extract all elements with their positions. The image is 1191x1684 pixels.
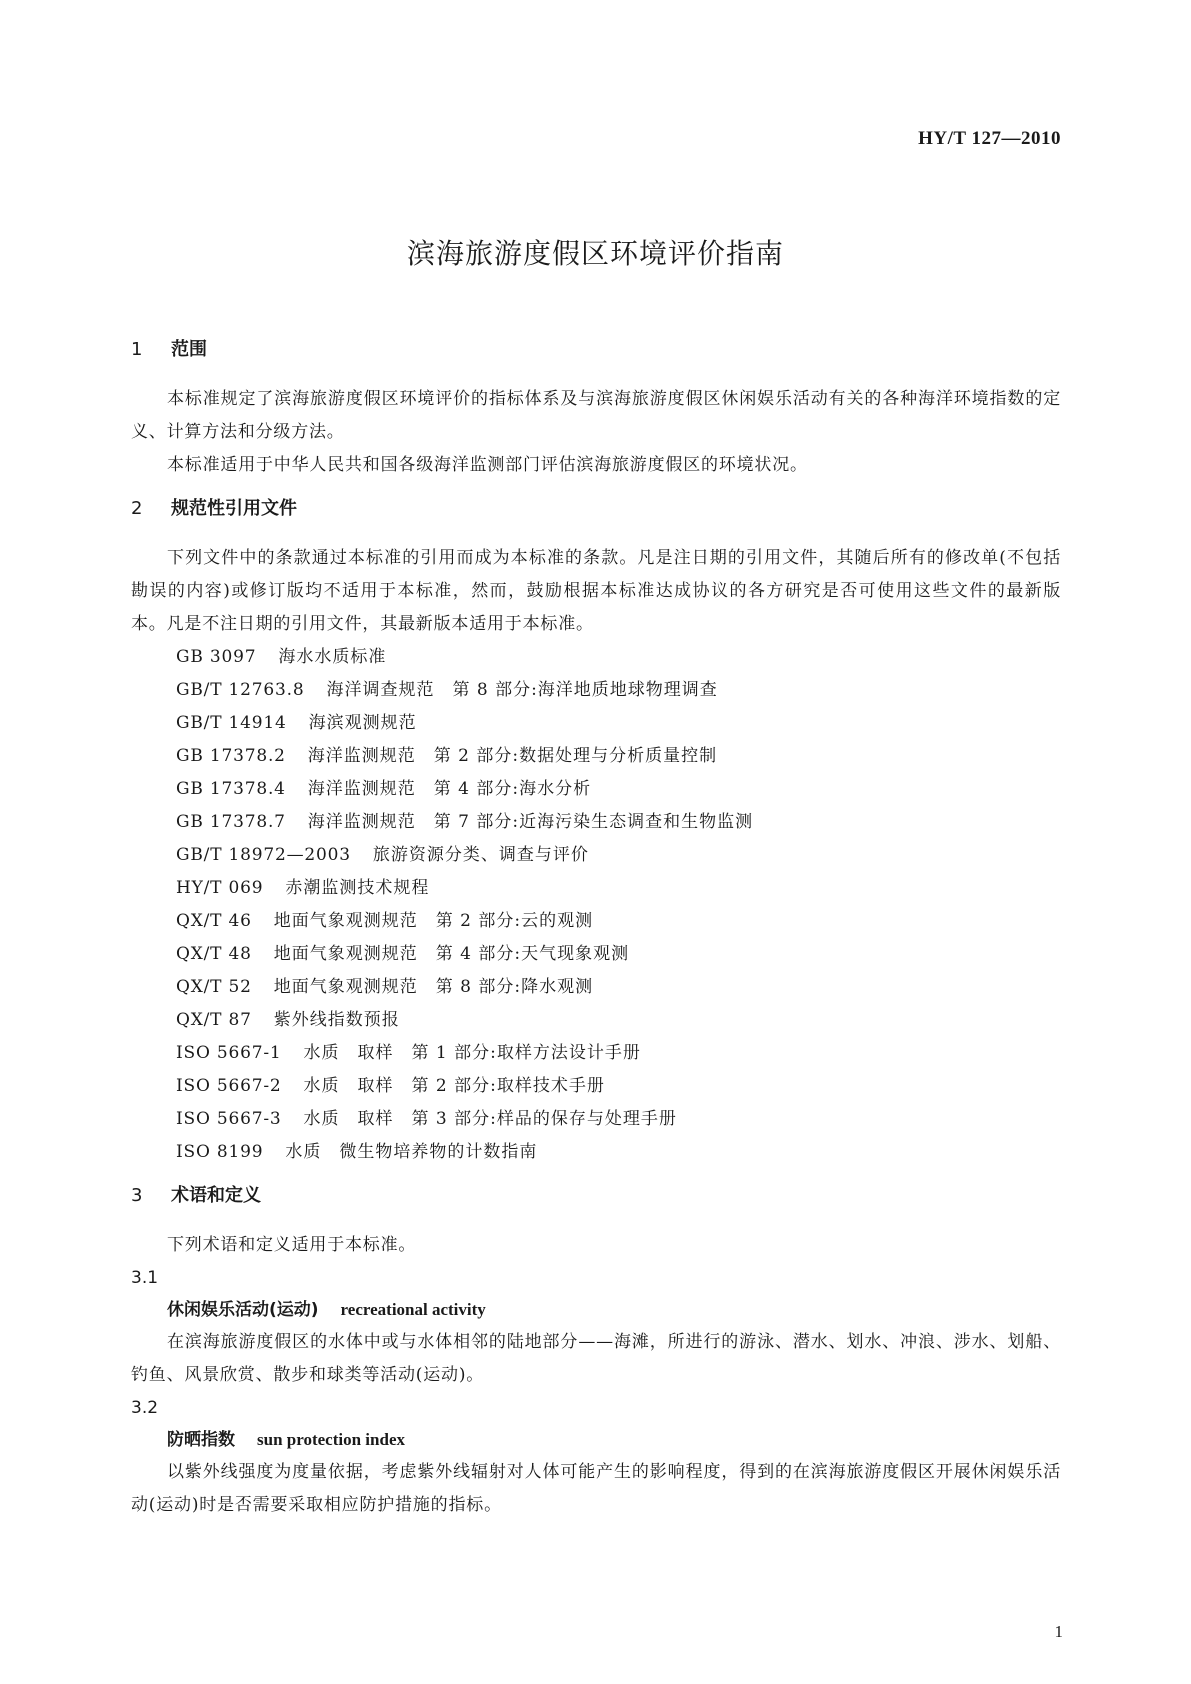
section-title: 范围 bbox=[171, 339, 207, 360]
reference-title: 海滨观测规范 bbox=[308, 713, 417, 733]
term-definition: 在滨海旅游度假区的水体中或与水体相邻的陆地部分——海滩，所进行的游泳、潜水、划水、冲浪、涉水、划船、钓鱼、风景欣赏、散步和球类等活动(运动)。 bbox=[131, 1332, 1061, 1385]
reference-code: GB 17378.2 bbox=[176, 746, 286, 766]
page-number: 1 bbox=[1054, 1622, 1063, 1641]
reference-item bbox=[131, 773, 1061, 806]
reference-item bbox=[131, 839, 1061, 872]
term-zh: 防晒指数 bbox=[167, 1430, 235, 1450]
reference-code: QX/T 48 bbox=[176, 944, 252, 964]
term-heading bbox=[131, 1424, 1061, 1456]
reference-title: 地面气象观测规范 第 4 部分:天气现象观测 bbox=[273, 944, 630, 964]
document-body bbox=[131, 335, 1061, 1522]
reference-code: ISO 5667-1 bbox=[176, 1043, 282, 1063]
reference-title: 赤潮监测技术规程 bbox=[285, 878, 430, 898]
section-3-heading bbox=[131, 1181, 1061, 1211]
term-en: recreational activity bbox=[340, 1300, 486, 1319]
reference-title: 水质 取样 第 1 部分:取样方法设计手册 bbox=[303, 1043, 641, 1063]
reference-title: 地面气象观测规范 第 8 部分:降水观测 bbox=[273, 977, 594, 997]
reference-item bbox=[131, 641, 1061, 674]
standard-code: HY/T 127—2010 bbox=[918, 128, 1061, 149]
term-heading bbox=[131, 1294, 1061, 1326]
reference-code: GB/T 18972—2003 bbox=[176, 845, 351, 865]
reference-code: GB/T 12763.8 bbox=[176, 680, 305, 700]
reference-code: HY/T 069 bbox=[176, 878, 264, 898]
reference-item bbox=[131, 1070, 1061, 1103]
reference-item bbox=[131, 1136, 1061, 1169]
paragraph: 下列术语和定义适用于本标准。 bbox=[167, 1235, 417, 1255]
document-title: 滨海旅游度假区环境评价指南 bbox=[406, 237, 784, 270]
term-number: 3.1 bbox=[131, 1268, 159, 1288]
reference-code: QX/T 87 bbox=[176, 1010, 252, 1030]
reference-title: 地面气象观测规范 第 2 部分:云的观测 bbox=[273, 911, 594, 931]
reference-item bbox=[131, 1004, 1061, 1037]
section-number: 1 bbox=[131, 339, 143, 360]
reference-code: QX/T 52 bbox=[176, 977, 252, 997]
term-zh: 休闲娱乐活动(运动) bbox=[167, 1300, 319, 1320]
reference-item bbox=[131, 938, 1061, 971]
paragraph: 本标准规定了滨海旅游度假区环境评价的指标体系及与滨海旅游度假区休闲娱乐活动有关的各种海洋环境指数的定义、计算方法和分级方法。 bbox=[131, 389, 1061, 442]
reference-code: GB 17378.7 bbox=[176, 812, 286, 832]
reference-code: ISO 5667-3 bbox=[176, 1109, 282, 1129]
reference-code: GB 3097 bbox=[176, 647, 257, 667]
section-number: 2 bbox=[131, 498, 143, 519]
term-number: 3.2 bbox=[131, 1398, 159, 1418]
section-2-heading bbox=[131, 494, 1061, 524]
reference-item bbox=[131, 872, 1061, 905]
reference-title: 水质 取样 第 2 部分:取样技术手册 bbox=[303, 1076, 605, 1096]
reference-item bbox=[131, 740, 1061, 773]
reference-item bbox=[131, 674, 1061, 707]
reference-item bbox=[131, 1103, 1061, 1136]
reference-item bbox=[131, 905, 1061, 938]
reference-title: 旅游资源分类、调查与评价 bbox=[372, 845, 589, 865]
reference-item bbox=[131, 971, 1061, 1004]
reference-code: GB 17378.4 bbox=[176, 779, 286, 799]
section-title: 术语和定义 bbox=[171, 1185, 261, 1206]
section-title: 规范性引用文件 bbox=[171, 498, 297, 519]
reference-code: QX/T 46 bbox=[176, 911, 252, 931]
reference-item bbox=[131, 1037, 1061, 1070]
reference-title: 海洋监测规范 第 4 部分:海水分析 bbox=[307, 779, 592, 799]
reference-title: 水质 微生物培养物的计数指南 bbox=[285, 1142, 538, 1162]
paragraph: 下列文件中的条款通过本标准的引用而成为本标准的条款。凡是注日期的引用文件，其随后所有的修改单(不包括勘误的内容)或修订版均不适用于本标准，然而，鼓励根据本标准达成协议的各方研究是否可使用这些文件的最新版本。凡是不注日期的引用文件，其最新版本适用于本标准。 bbox=[131, 548, 1061, 634]
reference-item bbox=[131, 806, 1061, 839]
section-1-heading bbox=[131, 335, 1061, 365]
reference-title: 海洋调查规范 第 8 部分:海洋地质地球物理调查 bbox=[326, 680, 718, 700]
reference-title: 海水水质标准 bbox=[278, 647, 387, 667]
term-en: sun protection index bbox=[257, 1430, 405, 1449]
term-definition: 以紫外线强度为度量依据，考虑紫外线辐射对人体可能产生的影响程度，得到的在滨海旅游度假区开展休闲娱乐活动(运动)时是否需要采取相应防护措施的指标。 bbox=[131, 1462, 1061, 1515]
reference-code: ISO 8199 bbox=[176, 1142, 264, 1162]
paragraph: 本标准适用于中华人民共和国各级海洋监测部门评估滨海旅游度假区的环境状况。 bbox=[167, 455, 808, 475]
reference-title: 水质 取样 第 3 部分:样品的保存与处理手册 bbox=[303, 1109, 677, 1129]
reference-code: GB/T 14914 bbox=[176, 713, 287, 733]
reference-title: 海洋监测规范 第 7 部分:近海污染生态调查和生物监测 bbox=[307, 812, 754, 832]
reference-title: 海洋监测规范 第 2 部分:数据处理与分析质量控制 bbox=[307, 746, 718, 766]
reference-list bbox=[131, 641, 1061, 1169]
reference-title: 紫外线指数预报 bbox=[273, 1010, 400, 1030]
section-number: 3 bbox=[131, 1185, 143, 1206]
reference-code: ISO 5667-2 bbox=[176, 1076, 282, 1096]
reference-item bbox=[131, 707, 1061, 740]
